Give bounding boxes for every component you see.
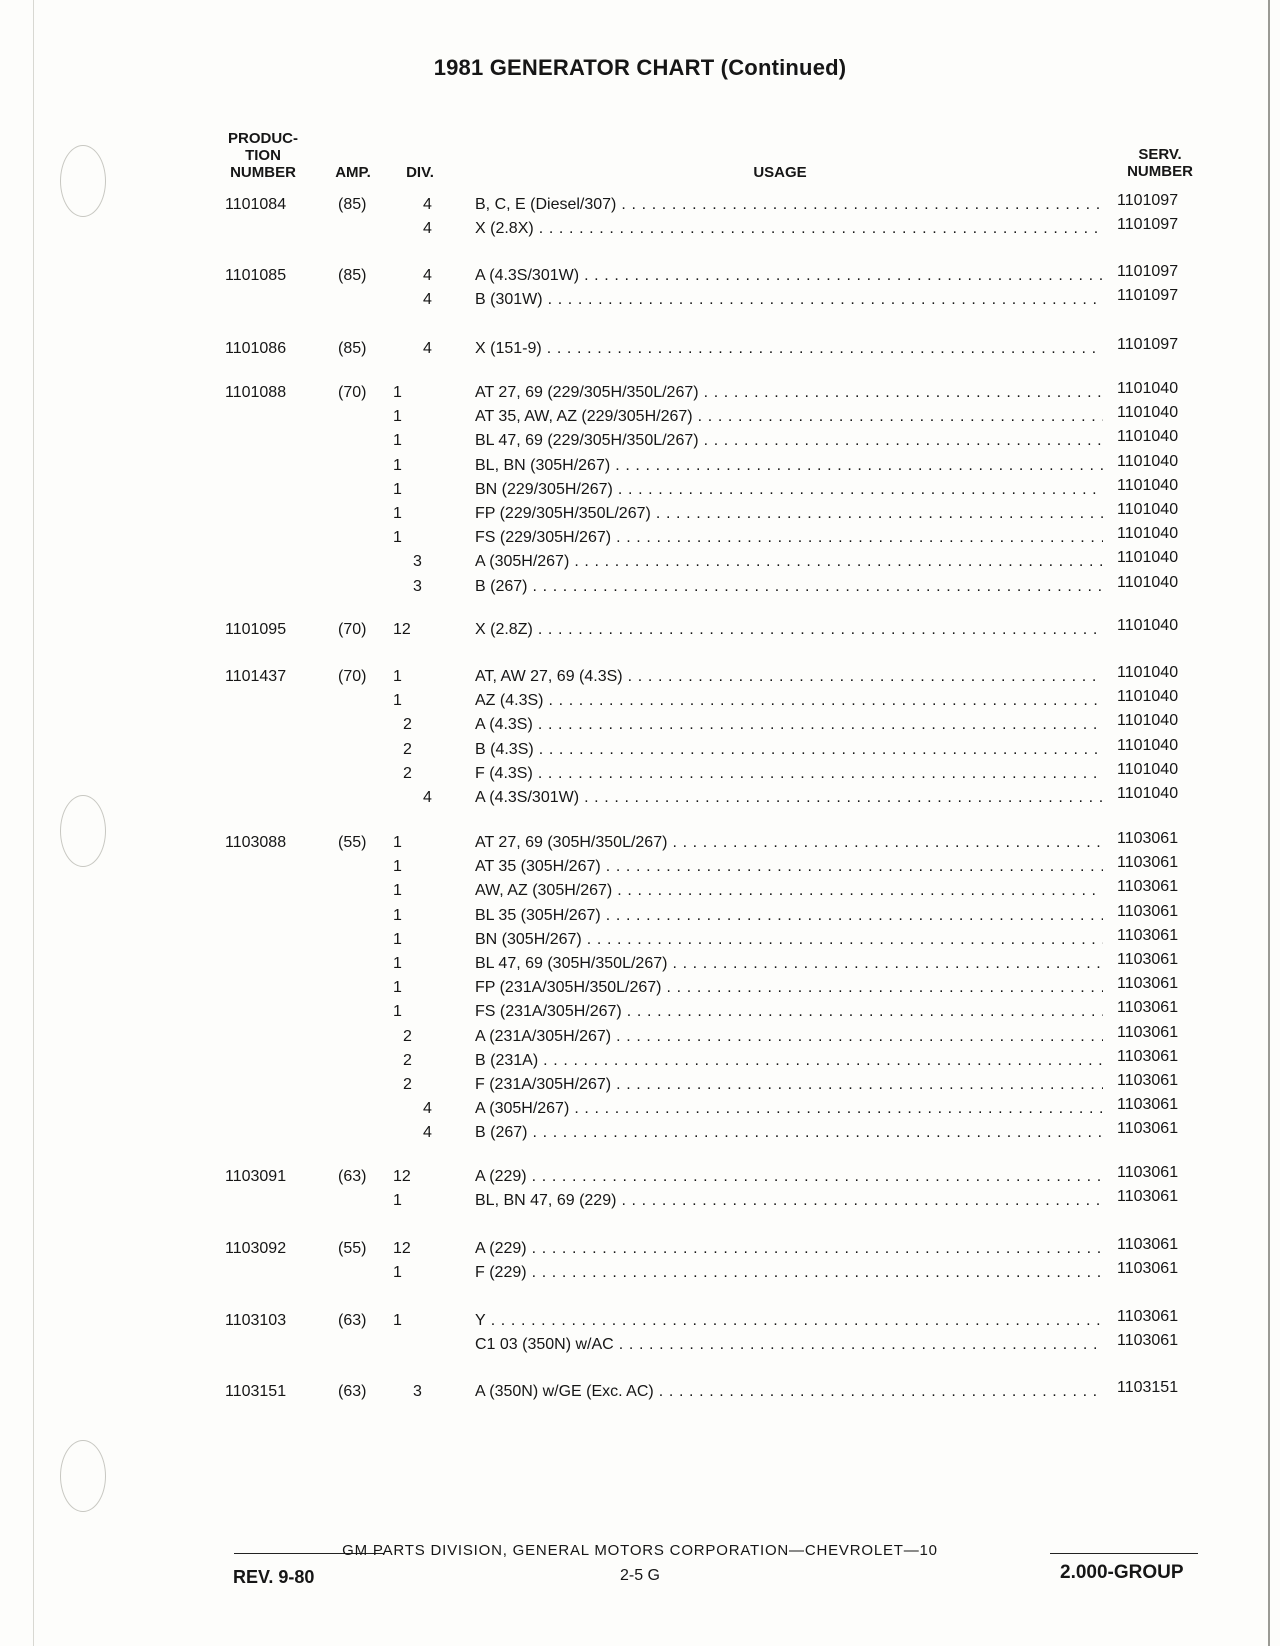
usage-text: AT, AW 27, 69 (4.3S) . . . [475,665,1103,689]
service-number: 1101040 [1117,452,1179,470]
production-number: 1101088 [225,384,287,401]
header-serv-line-2: NUMBER [1127,163,1193,180]
binder-hole-bottom [60,1440,106,1512]
table-row [0,831,1280,855]
service-number: 1101040 [1117,785,1179,802]
table-row [0,1261,1280,1285]
division-value: 4 [423,291,432,309]
amp-value: (63) [338,1168,367,1185]
usage-text: AT 27, 69 (229/305H/350L/267) . . . [475,381,1103,405]
service-number: 1103061 [1117,854,1179,872]
table-row [0,879,1280,903]
usage-text: BN (229/305H/267) . . . [475,478,1103,502]
production-number: 1103088 [225,834,287,851]
amp-value: (85) [338,267,367,284]
page-title: 1981 GENERATOR CHART (Continued) [433,55,847,80]
division-value: 1 [393,979,402,997]
table-row [0,526,1280,550]
division-value: 12 [393,621,411,638]
usage-text: BN (305H/267) . . . [475,928,1103,952]
division-value: 2 [403,740,412,758]
division-value: 1 [393,1192,402,1210]
usage-text: X (2.8X) . . . [475,217,1103,241]
division-value: 12 [393,1240,411,1257]
table-row [0,502,1280,526]
table-row [0,193,1280,217]
usage-text: BL 47, 69 (229/305H/350L/267) . . . [475,429,1103,453]
service-number: 1103061 [1117,1188,1179,1206]
table-row [0,550,1280,574]
service-number: 1103061 [1117,1164,1179,1181]
table-row [0,217,1280,241]
table-row [0,575,1280,599]
division-value: 1 [393,858,402,876]
header-production-number [218,130,308,181]
usage-text: B, C, E (Diesel/307) . . . [475,193,1103,217]
table-row [0,1309,1280,1333]
usage-text: A (229) . . . [475,1237,1103,1261]
amp-value: (85) [338,196,367,213]
division-value: 4 [423,789,432,806]
usage-text: AT 35, AW, AZ (229/305H/267) . . . [475,405,1103,429]
division-value: 1 [393,1264,402,1282]
header-production-line-1: PRODUC- [228,130,298,147]
service-number: 1103061 [1117,1120,1179,1138]
service-number: 1101040 [1117,549,1179,567]
service-number: 1103061 [1117,878,1179,896]
service-number: 1103061 [1117,1096,1179,1114]
division-value: 1 [393,529,402,547]
service-number: 1101040 [1117,617,1179,634]
amp-value: (63) [338,1312,367,1329]
service-number: 1103061 [1117,1260,1179,1278]
usage-text: C1 03 (350N) w/AC . . . [475,1333,1103,1357]
table-row [0,976,1280,1000]
production-number: 1101084 [225,196,287,213]
amp-value: (55) [338,1240,367,1257]
service-number: 1101040 [1117,573,1179,591]
service-number: 1103061 [1117,1072,1179,1089]
table-row [0,1073,1280,1097]
division-value: 4 [423,267,432,284]
table-row [0,618,1280,642]
header-production-line-2: TION [245,147,281,164]
table-row [0,429,1280,453]
division-value: 1 [393,1312,402,1329]
service-number: 1101097 [1117,263,1179,280]
usage-text: A (4.3S) . . . [475,713,1103,737]
service-number: 1103061 [1117,975,1179,993]
usage-text: AZ (4.3S) . . . [475,689,1103,713]
service-number: 1101040 [1117,428,1179,446]
usage-text: A (350N) w/GE (Exc. AC) . . . [475,1380,1103,1404]
service-number: 1103061 [1117,999,1179,1017]
service-number: 1103061 [1117,1332,1179,1350]
service-number: 1103061 [1117,902,1179,920]
footer-division: GM PARTS DIVISION, GENERAL MOTORS CORPORATION—CHEVROLET—10 [342,1542,938,1559]
division-value: 1 [393,456,402,474]
usage-text: BL 47, 69 (305H/350L/267) . . . [475,952,1103,976]
usage-text: Y . . . [475,1309,1103,1333]
service-number: 1101040 [1117,664,1179,681]
service-number: 1103151 [1117,1379,1179,1396]
table-row [0,1380,1280,1404]
table-row [0,1237,1280,1261]
table-row [0,1025,1280,1049]
usage-text: A (231A/305H/267) . . . [475,1025,1103,1049]
service-number: 1103061 [1117,1023,1179,1041]
usage-text: AW, AZ (305H/267) . . . [475,879,1103,903]
usage-text: BL, BN 47, 69 (229) . . . [475,1189,1103,1213]
amp-value: (70) [338,668,367,685]
usage-text: F (229) . . . [475,1261,1103,1285]
division-value: 4 [423,1124,432,1142]
division-value: 1 [393,384,402,401]
service-number: 1101040 [1117,736,1179,754]
usage-text: A (4.3S/301W) . . . [475,264,1103,288]
table-row [0,405,1280,429]
usage-text: B (231A) . . . [475,1049,1103,1073]
division-value: 1 [393,882,402,900]
usage-text: A (305H/267) . . . [475,1097,1103,1121]
usage-text: B (267) . . . [475,575,1103,599]
service-number: 1101040 [1117,404,1179,422]
service-number: 1101040 [1117,760,1179,778]
service-number: 1101097 [1117,287,1179,305]
table-row [0,928,1280,952]
division-value: 1 [393,668,402,685]
division-value: 3 [413,1383,422,1400]
header-usage: USAGE [753,164,807,181]
usage-text: A (229) . . . [475,1165,1103,1189]
service-number: 1103061 [1117,1047,1179,1065]
division-value: 12 [393,1168,411,1185]
usage-text: F (231A/305H/267) . . . [475,1073,1103,1097]
table-row [0,454,1280,478]
service-number: 1103061 [1117,1236,1179,1253]
usage-text: AT 27, 69 (305H/350L/267) . . . [475,831,1103,855]
division-value: 1 [393,834,402,851]
production-number: 1103103 [225,1312,287,1329]
division-value: 1 [393,1003,402,1021]
footer-group: 2.000-GROUP [1060,1562,1184,1583]
service-number: 1101040 [1117,712,1179,730]
division-value: 4 [423,220,432,238]
production-number: 1101095 [225,621,287,638]
table-row [0,786,1280,810]
table-row [0,1333,1280,1357]
division-value: 4 [423,340,432,357]
division-value: 3 [413,577,422,595]
division-value: 2 [403,1027,412,1045]
table-row [0,762,1280,786]
division-value: 4 [423,196,432,213]
service-number: 1103061 [1117,1308,1179,1325]
service-number: 1101097 [1117,192,1179,209]
service-number: 1101040 [1117,476,1179,494]
usage-text: AT 35 (305H/267) . . . [475,855,1103,879]
service-number: 1101097 [1117,216,1179,234]
usage-text: A (4.3S/301W) . . . [475,786,1103,810]
service-number: 1101040 [1117,501,1179,518]
table-row [0,689,1280,713]
production-number: 1101085 [225,267,287,284]
table-row [0,1049,1280,1073]
amp-value: (63) [338,1383,367,1400]
service-number: 1101040 [1117,688,1179,706]
division-value: 1 [393,955,402,972]
service-number: 1101097 [1117,336,1179,353]
footer-revision: REV. 9-80 [233,1567,315,1587]
division-value: 1 [393,432,402,450]
usage-text: B (4.3S) . . . [475,738,1103,762]
header-amp: AMP. [335,164,371,181]
division-value: 4 [423,1100,432,1118]
table-row [0,478,1280,502]
division-value: 1 [393,906,402,924]
usage-text: B (267) . . . [475,1121,1103,1145]
production-number: 1103091 [225,1168,287,1185]
table-row [0,1189,1280,1213]
production-number: 1101437 [225,668,287,685]
division-value: 2 [403,1076,412,1093]
amp-value: (85) [338,340,367,357]
division-value: 3 [413,553,422,571]
usage-text: X (151-9) . . . [475,337,1103,361]
usage-text: BL 35 (305H/267) . . . [475,904,1103,928]
table-row [0,665,1280,689]
division-value: 1 [393,408,402,426]
service-number: 1103061 [1117,830,1179,847]
table-row [0,713,1280,737]
division-value: 2 [403,716,412,734]
usage-text: FP (231A/305H/350L/267) . . . [475,976,1103,1000]
table-row [0,337,1280,361]
production-number: 1103151 [225,1383,287,1400]
table-row [0,904,1280,928]
table-row [0,1165,1280,1189]
usage-text: X (2.8Z) . . . [475,618,1103,642]
table-row [0,264,1280,288]
table-row [0,952,1280,976]
usage-text: BL, BN (305H/267) . . . [475,454,1103,478]
header-production-line-3: NUMBER [230,164,296,181]
usage-text: FS (231A/305H/267) . . . [475,1000,1103,1024]
production-number: 1101086 [225,340,287,357]
table-row [0,381,1280,405]
table-row [0,1121,1280,1145]
usage-text: FS (229/305H/267) . . . [475,526,1103,550]
division-value: 1 [393,930,402,948]
service-number: 1101040 [1117,380,1179,397]
header-serv-line-1: SERV. [1138,146,1182,163]
usage-text: F (4.3S) . . . [475,762,1103,786]
usage-text: A (305H/267) . . . [475,550,1103,574]
table-row [0,1097,1280,1121]
usage-text: B (301W) . . . [475,288,1103,312]
header-div: DIV. [406,164,434,181]
division-value: 1 [393,480,402,498]
division-value: 1 [393,692,402,710]
amp-value: (70) [338,621,367,638]
table-row [0,738,1280,762]
division-value: 1 [393,505,402,522]
division-value: 2 [403,1051,412,1069]
header-serv-number [1118,146,1202,180]
service-number: 1103061 [1117,951,1179,968]
service-number: 1101040 [1117,525,1179,543]
table-row [0,855,1280,879]
table-row [0,1000,1280,1024]
table-row [0,288,1280,312]
footer-page-number: 2-5 G [619,1567,660,1584]
production-number: 1103092 [225,1240,287,1257]
usage-text: FP (229/305H/350L/267) . . . [475,502,1103,526]
division-value: 2 [403,764,412,782]
amp-value: (55) [338,834,367,851]
amp-value: (70) [338,384,367,401]
service-number: 1103061 [1117,926,1179,944]
